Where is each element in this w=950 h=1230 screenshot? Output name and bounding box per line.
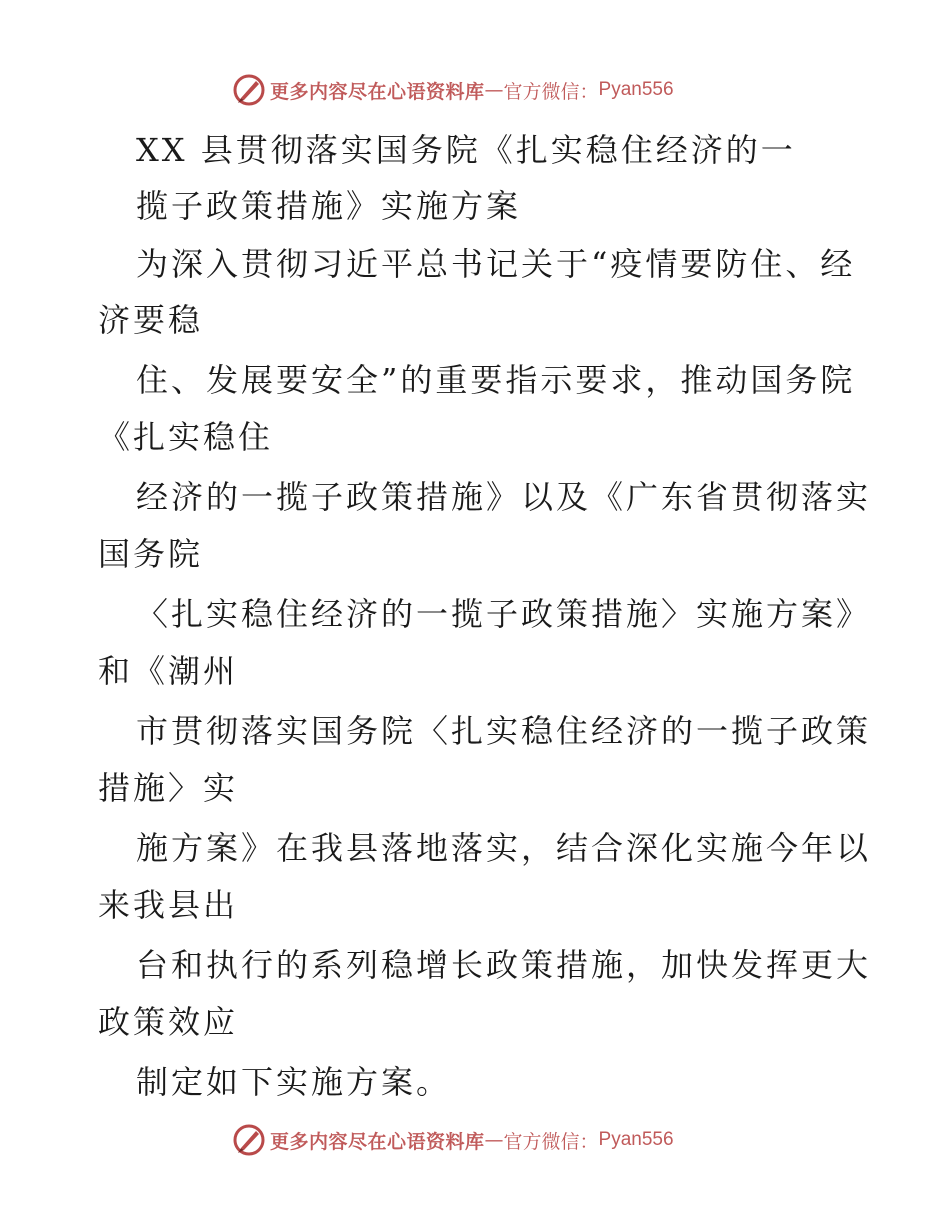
paragraph-line: 措施〉实: [98, 769, 239, 807]
watermark-main-text: 更多内容尽在心语资料库: [270, 1130, 485, 1153]
paragraph-line: 施方案》在我县落地落实，结合深化实施今年以: [136, 829, 872, 867]
paragraph-line: 制定如下实施方案。: [136, 1063, 452, 1101]
watermark-separator: —: [484, 79, 504, 101]
paragraph-line: 市贯彻落实国务院〈扎实稳住经济的一揽子政策: [136, 712, 872, 750]
paragraph-line: 和《潮州: [98, 652, 239, 690]
paragraph-line: 为深入贯彻习近平总书记关于“疫情要防住、经: [136, 245, 856, 283]
paragraph-line: 《扎实稳住: [98, 418, 274, 456]
paragraph-line: 〈扎实稳住经济的一揽子政策措施〉实施方案》: [136, 595, 872, 633]
watermark-wechat-id: Pyan556: [598, 1129, 674, 1150]
paragraph-line: 来我县出: [98, 886, 239, 924]
paragraph-line: 台和执行的系列稳增长政策措施，加快发挥更大: [136, 946, 872, 984]
watermark-main-text: 更多内容尽在心语资料库: [270, 80, 485, 103]
watermark-banner-top: [232, 72, 674, 108]
watermark-separator: —: [484, 1129, 504, 1151]
paragraph-line: 经济的一揽子政策措施》以及《广东省贯彻落实: [136, 478, 872, 516]
document-title-line: XX 县贯彻落实国务院《扎实稳住经济的一: [136, 131, 796, 169]
document-title-line: 揽子政策措施》实施方案: [136, 187, 522, 225]
paragraph-line: 住、发展要安全”的重要指示要求，推动国务院: [136, 361, 856, 399]
quill-logo-icon: [232, 73, 266, 107]
paragraph-line: 济要稳: [98, 301, 204, 339]
paragraph-line: 政策效应: [98, 1003, 239, 1041]
watermark-banner-bottom: [232, 1122, 674, 1158]
watermark-wechat-id: Pyan556: [598, 79, 674, 100]
quill-logo-icon: [232, 1123, 266, 1157]
watermark-label: 官方微信：: [503, 1130, 599, 1153]
paragraph-line: 国务院: [98, 535, 204, 573]
watermark-label: 官方微信：: [503, 80, 599, 103]
